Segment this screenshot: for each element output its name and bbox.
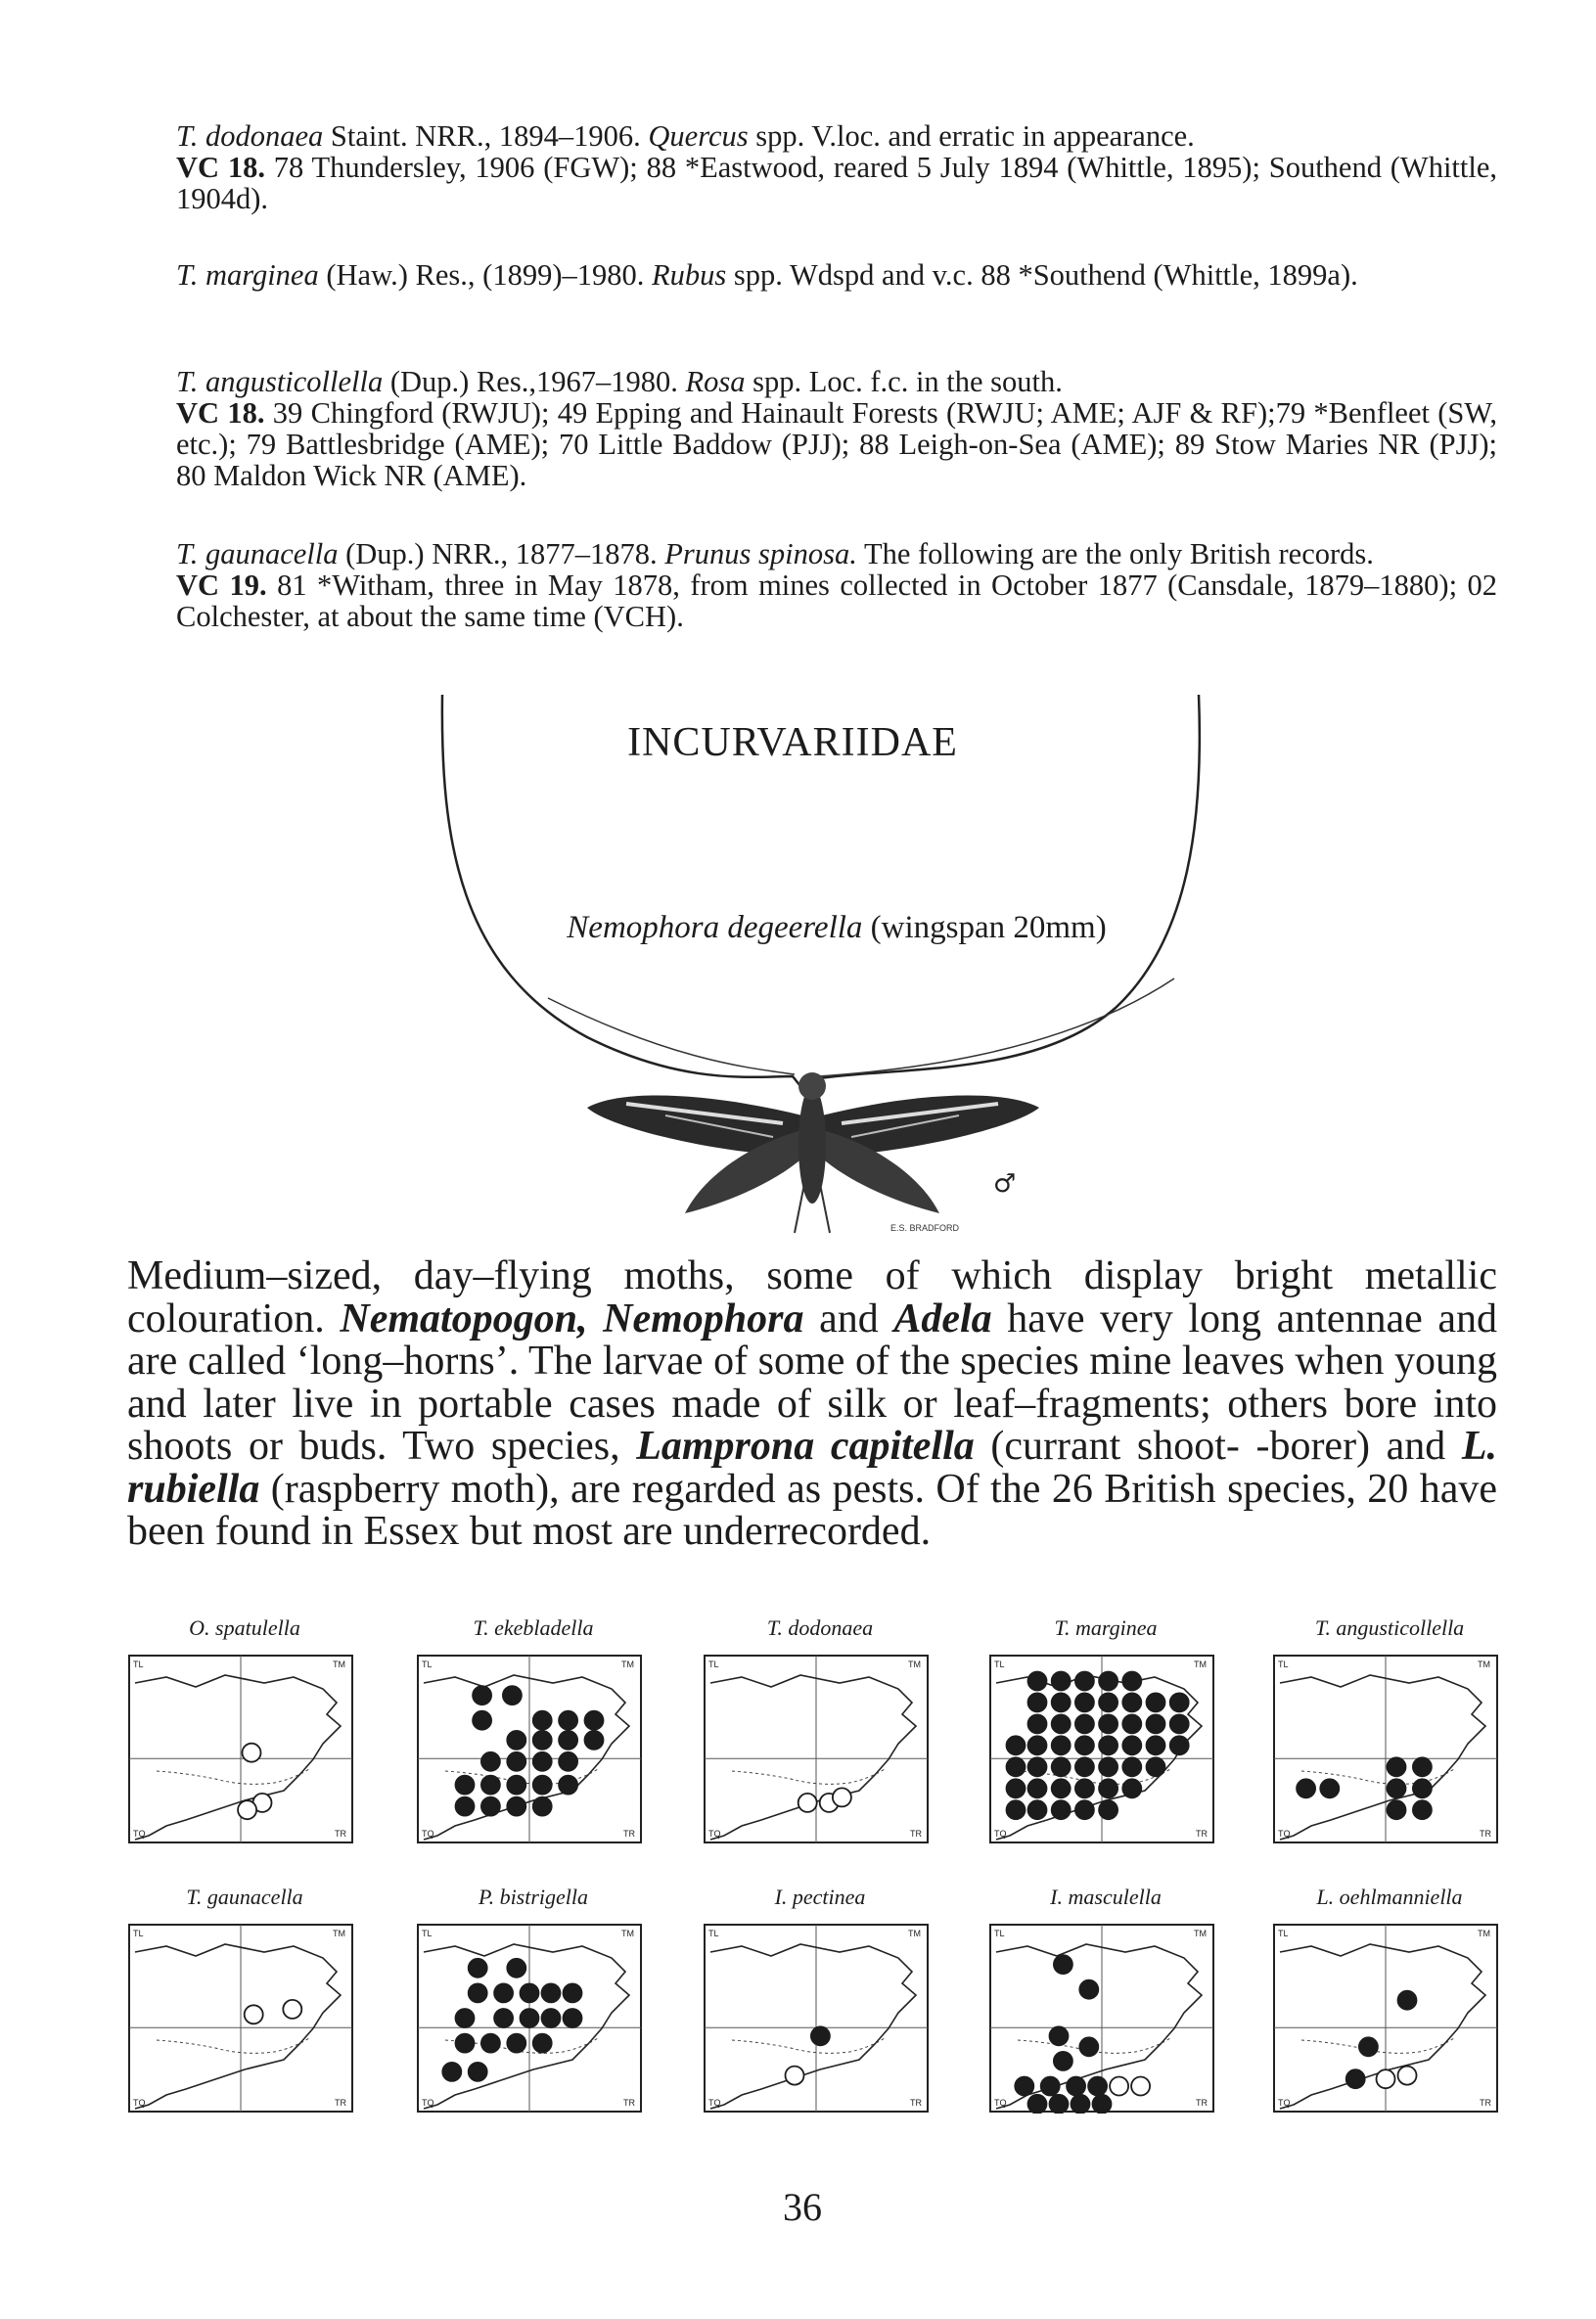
record-dot-recent: [507, 1731, 525, 1750]
county-outline: [710, 1944, 916, 2109]
status-detail: The following are the only British records.: [863, 537, 1374, 570]
record-dot-recent: [1007, 1736, 1026, 1754]
record-dot-old: [1377, 2069, 1395, 2088]
boundary-line: [157, 2038, 309, 2053]
record-dot-recent: [456, 2009, 475, 2027]
record-dot-recent: [1015, 2077, 1033, 2096]
record-dot-old: [1131, 2077, 1150, 2096]
distribution-map: [703, 1654, 930, 1844]
illustration-caption: [533, 910, 1140, 946]
record-dot-recent: [559, 1731, 577, 1750]
records-text: 39 Chingford (RWJU); 49 Epping and Hainault Forests (RWJU; AME; AJF & RF);79 *Benfleet (SW, etc.); 79 Battlesbridge (AME); 70 Little Baddow (PJJ); 88 Leigh-on-Sea (AME); 89 Stow Maries NR (PJJ); 80 Maldon Wick NR (AME).: [176, 396, 1497, 492]
page-number: 36: [783, 2185, 822, 2229]
grid-square-label: TL: [708, 1660, 719, 1669]
record-dot-recent: [507, 1752, 525, 1771]
record-dot-recent: [456, 2034, 475, 2053]
grid-square-label: TQ: [422, 1829, 434, 1839]
record-dot-recent: [456, 1797, 475, 1816]
record-dot-recent: [1054, 1955, 1072, 1974]
moth-head: [798, 1072, 826, 1100]
record-dot-recent: [469, 1983, 487, 2002]
grid-square-label: TR: [910, 2098, 922, 2108]
record-dot-recent: [1388, 1800, 1406, 1819]
record-dot-recent: [533, 1776, 552, 1795]
status-detail: spp. V.loc. and erratic in appearance.: [755, 119, 1195, 153]
record-dot-recent: [559, 1711, 577, 1730]
species-authority: Staint.: [330, 119, 408, 153]
vice-county-label: VC 18.: [176, 151, 265, 184]
record-dot-recent: [585, 1731, 604, 1750]
boundary-line: [157, 1769, 309, 1784]
record-dot-recent: [1052, 1800, 1071, 1819]
record-dot-recent: [1075, 1800, 1094, 1819]
record-dot-recent: [456, 1776, 475, 1795]
record-dot-recent: [1099, 1757, 1117, 1776]
record-dot-recent: [585, 1711, 604, 1730]
record-dot-recent: [1052, 1779, 1071, 1797]
record-dot-recent: [1028, 1757, 1047, 1776]
status-text: NRR., 1894–1906.: [415, 119, 641, 153]
map-panel: [988, 1614, 1223, 1844]
species-entry-angusticollella: [176, 366, 1497, 491]
record-dot-recent: [1075, 1714, 1094, 1733]
record-dot-recent: [1099, 1736, 1117, 1754]
record-dot-recent: [1122, 1757, 1141, 1776]
record-dot-recent: [811, 2026, 830, 2045]
record-dot-old: [283, 2000, 301, 2019]
record-dot-recent: [1050, 2026, 1069, 2045]
record-dot-recent: [1099, 1800, 1117, 1819]
record-dot-recent: [1054, 2052, 1072, 2070]
record-dot-recent: [1075, 1736, 1094, 1754]
record-dot-recent: [1072, 2095, 1090, 2114]
grid-square-label: TL: [422, 1660, 433, 1669]
record-dot-recent: [1346, 2069, 1365, 2088]
record-dot-recent: [1122, 1672, 1141, 1691]
distribution-map: [1272, 1654, 1499, 1844]
grid-square-label: TQ: [1278, 1829, 1291, 1839]
county-outline: [135, 1675, 341, 1840]
record-dot-old: [245, 2005, 263, 2023]
map-species-name: O. spatulella: [189, 1615, 300, 1640]
status-text: NRR., 1877–1878.: [432, 537, 658, 570]
species-authority: (Haw.): [326, 258, 408, 292]
record-dot-recent: [1413, 1757, 1432, 1776]
caption-wingspan: (wingspan 20mm): [870, 910, 1107, 945]
map-panel: [703, 1614, 937, 1844]
grid-square-label: TL: [133, 1929, 144, 1938]
record-dot-recent: [1079, 1980, 1098, 1999]
species-name: L. rubiella: [127, 1424, 1498, 1512]
grid-square-label: TQ: [708, 1829, 721, 1839]
record-dot-recent: [1028, 1800, 1047, 1819]
boundary-line: [732, 1769, 885, 1784]
status-detail: spp. Loc. f.c. in the south.: [752, 365, 1063, 398]
species-name: T. marginea: [176, 258, 319, 292]
record-dot-recent: [1093, 2095, 1112, 2114]
distribution-map: [416, 1654, 643, 1844]
map-panel: [1272, 1614, 1507, 1844]
record-dot-recent: [1122, 1693, 1141, 1711]
species-name: T. gaunacella: [176, 537, 339, 570]
map-panel: [416, 1614, 651, 1844]
species-authority: (Dup.): [345, 537, 425, 570]
caption-species: Nemophora degeerella: [567, 910, 863, 945]
record-dot-recent: [1099, 1714, 1117, 1733]
map-panel: [1272, 1884, 1507, 2114]
record-dot-recent: [1075, 1672, 1094, 1691]
grid-square-label: TR: [910, 1829, 922, 1839]
map-panel: [703, 1884, 937, 2114]
genus-name: Nemophora: [603, 1296, 804, 1341]
record-dot-recent: [1147, 1714, 1165, 1733]
record-dot-recent: [507, 1776, 525, 1795]
grid-square-label: TQ: [994, 1829, 1007, 1839]
artist-signature: E.S. BRADFORD: [890, 1223, 960, 1233]
record-dot-recent: [481, 2034, 500, 2053]
grid-square-label: TM: [621, 1929, 634, 1938]
intro-text: (raspberry moth), are regarded as pests. Of the 26 British species, 20 have been found in Essex but most are underrecorded.: [127, 1466, 1497, 1554]
moth-illustration: [431, 685, 1233, 1252]
intro-text: have very long antennae and are called ‘long–horns’. The larvae of some of the species mine leaves when young and later live in portable cases made of silk or leaf–fragments; others bore into shoots or buds. Two species,: [127, 1296, 1498, 1469]
grid-square-label: TM: [1194, 1660, 1207, 1669]
record-dot-recent: [1413, 1800, 1432, 1819]
grid-square-label: TR: [623, 1829, 635, 1839]
distribution-map: [1272, 1923, 1499, 2114]
grid-square-label: TL: [133, 1660, 144, 1669]
record-dot-recent: [1359, 2037, 1378, 2056]
record-dot-recent: [507, 1797, 525, 1816]
foodplant: Prunus spinosa.: [664, 537, 857, 570]
record-dot-recent: [469, 1959, 487, 1978]
record-dot-recent: [1297, 1779, 1315, 1797]
left-wing: [587, 1096, 804, 1213]
record-dot-old: [786, 2067, 804, 2085]
grid-square-label: TR: [335, 2098, 346, 2108]
record-dot-recent: [1028, 1714, 1047, 1733]
map-species-name: T. ekebladella: [473, 1615, 594, 1640]
map-species-name: I. masculella: [1050, 1885, 1162, 1909]
map-species-name: P. bistrigella: [478, 1885, 589, 1909]
grid-square-label: TQ: [708, 2098, 721, 2108]
record-dot-recent: [1028, 1736, 1047, 1754]
record-dot-old: [833, 1788, 851, 1806]
record-dot-recent: [1170, 1714, 1189, 1733]
records-text: 81 *Witham, three in May 1878, from mines collected in October 1877 (Cansdale, 1879–1880); 02 Colchester, at about the same time (VCH).: [176, 568, 1497, 633]
species-entry-marginea: [176, 259, 1497, 291]
record-dot-recent: [533, 1752, 552, 1771]
grid-square-label: TR: [1480, 2098, 1491, 2108]
intro-text: (currant shoot- -borer) and: [990, 1424, 1446, 1469]
record-dot-recent: [1122, 1736, 1141, 1754]
family-introduction: [127, 1255, 1497, 1554]
genus-name: Nematopogon,: [340, 1296, 588, 1341]
grid-square-label: TM: [333, 1929, 345, 1938]
grid-square-label: TL: [994, 1660, 1005, 1669]
records-text: 78 Thundersley, 1906 (FGW); 88 *Eastwood, reared 5 July 1894 (Whittle, 1895); Southend (Whittle, 1904d).: [176, 151, 1498, 215]
record-dot-recent: [507, 2034, 525, 2053]
record-dot-recent: [494, 2009, 513, 2027]
grid-square-label: TR: [1196, 2098, 1208, 2108]
map-panel: [127, 1614, 362, 1844]
map-species-name: I. pectinea: [774, 1885, 866, 1909]
record-dot-recent: [494, 1983, 513, 2002]
record-dot-recent: [1122, 1714, 1141, 1733]
record-dot-old: [1110, 2077, 1128, 2096]
record-dot-recent: [1147, 1693, 1165, 1711]
grid-square-label: TQ: [1278, 2098, 1291, 2108]
record-dot-recent: [1147, 1736, 1165, 1754]
record-dot-recent: [1052, 1672, 1071, 1691]
record-dot-recent: [1052, 1693, 1071, 1711]
record-dot-recent: [533, 1797, 552, 1816]
record-dot-recent: [1028, 2095, 1047, 2114]
map-panel: [416, 1884, 651, 2114]
grid-square-label: TQ: [994, 2098, 1007, 2108]
record-dot-recent: [1320, 1779, 1339, 1797]
record-dot-recent: [473, 1686, 491, 1705]
record-dot-recent: [442, 2063, 461, 2081]
status-detail: spp. Wdspd and v.c. 88 *Southend (Whittle, 1899a).: [733, 258, 1358, 292]
record-dot-recent: [1052, 1714, 1071, 1733]
species-name: Lamprona capitella: [636, 1424, 975, 1469]
grid-square-label: TL: [994, 1929, 1005, 1938]
record-dot-recent: [533, 2034, 552, 2053]
record-dot-recent: [1088, 2077, 1107, 2096]
grid-square-label: TM: [1478, 1929, 1490, 1938]
grid-square-label: TL: [708, 1929, 719, 1938]
distribution-map: [416, 1923, 643, 2114]
grid-square-label: TQ: [422, 2098, 434, 2108]
vice-county-label: VC 18.: [176, 396, 265, 430]
map-species-name: L. oehlmanniella: [1316, 1885, 1463, 1909]
moth-body: [798, 1086, 826, 1204]
county-outline: [424, 1675, 629, 1840]
species-name: T. dodonaea: [176, 119, 324, 153]
record-dot-recent: [503, 1686, 522, 1705]
grid-square-label: TL: [422, 1929, 433, 1938]
map-panel: [127, 1884, 362, 2114]
record-dot-recent: [1388, 1757, 1406, 1776]
boundary-line: [732, 2038, 885, 2053]
record-dot-recent: [1067, 2077, 1085, 2096]
record-dot-old: [1398, 2067, 1417, 2085]
distribution-map: [127, 1923, 354, 2114]
record-dot-recent: [1170, 1736, 1189, 1754]
record-dot-recent: [1041, 2077, 1060, 2096]
map-species-name: T. gaunacella: [186, 1885, 303, 1909]
record-dot-recent: [1398, 1991, 1417, 2010]
record-dot-recent: [521, 1983, 539, 2002]
record-dot-recent: [1388, 1779, 1406, 1797]
intro-text: Medium–sized, day–flying moths, some of which display bright metallic colouration.: [127, 1253, 1497, 1341]
record-dot-recent: [1050, 2095, 1069, 2114]
intro-text: and: [819, 1296, 879, 1341]
record-dot-recent: [1007, 1800, 1026, 1819]
record-dot-recent: [542, 2009, 561, 2027]
record-dot-old: [798, 1794, 817, 1812]
record-dot-recent: [473, 1711, 491, 1730]
record-dot-recent: [1007, 1757, 1026, 1776]
grid-square-label: TQ: [133, 2098, 146, 2108]
grid-square-label: TM: [908, 1660, 921, 1669]
record-dot-recent: [481, 1752, 500, 1771]
distribution-map: [988, 1654, 1215, 1844]
record-dot-recent: [481, 1776, 500, 1795]
grid-square-label: TR: [623, 2098, 635, 2108]
record-dot-recent: [1099, 1693, 1117, 1711]
grid-square-label: TL: [1278, 1660, 1289, 1669]
foodplant: Rubus: [652, 258, 727, 292]
foodplant: Rosa: [685, 365, 746, 398]
status-text: Res., (1899)–1980.: [415, 258, 645, 292]
record-dot-recent: [521, 2009, 539, 2027]
record-dot-recent: [1052, 1736, 1071, 1754]
species-entry-gaunacella: [176, 538, 1497, 632]
record-dot-recent: [1413, 1779, 1432, 1797]
grid-square-label: TR: [1480, 1829, 1491, 1839]
distribution-map: [988, 1923, 1215, 2114]
record-dot-recent: [481, 1797, 500, 1816]
record-dot-recent: [1170, 1693, 1189, 1711]
grid-square-label: TM: [908, 1929, 921, 1938]
grid-square-label: TM: [1194, 1929, 1207, 1938]
record-dot-recent: [1075, 1779, 1094, 1797]
record-dot-old: [238, 1800, 256, 1819]
status-text: Res.,1967–1980.: [476, 365, 678, 398]
record-dot-recent: [559, 1752, 577, 1771]
species-authority: (Dup.): [389, 365, 470, 398]
record-dot-recent: [1075, 1693, 1094, 1711]
record-dot-recent: [1075, 1757, 1094, 1776]
record-dot-recent: [1147, 1757, 1165, 1776]
record-dot-recent: [1099, 1779, 1117, 1797]
map-panel: [988, 1884, 1223, 2114]
record-dot-recent: [1028, 1779, 1047, 1797]
species-name: T. angusticollella: [176, 365, 384, 398]
map-species-name: T. angusticollella: [1314, 1615, 1465, 1640]
record-dot-recent: [507, 1959, 525, 1978]
sex-symbol: ♂: [993, 1169, 1017, 1199]
record-dot-recent: [542, 1983, 561, 2002]
record-dot-recent: [564, 2009, 582, 2027]
record-dot-recent: [1099, 1672, 1117, 1691]
record-dot-recent: [559, 1776, 577, 1795]
distribution-map: [127, 1654, 354, 1844]
grid-square-label: TM: [1478, 1660, 1490, 1669]
record-dot-recent: [1079, 2037, 1098, 2056]
species-entry-dodonaea: [176, 120, 1497, 214]
record-dot-recent: [469, 2063, 487, 2081]
distribution-map: [703, 1923, 930, 2114]
record-dot-recent: [1028, 1672, 1047, 1691]
map-species-name: T. marginea: [1054, 1615, 1158, 1640]
grid-square-label: TL: [1278, 1929, 1289, 1938]
grid-square-label: TM: [333, 1660, 345, 1669]
record-dot-recent: [533, 1711, 552, 1730]
genus-name: Adela: [893, 1296, 992, 1341]
vice-county-label: VC 19.: [176, 568, 267, 602]
family-title: INCURVARIIDAE: [627, 720, 958, 765]
record-dot-recent: [564, 1983, 582, 2002]
county-outline: [135, 1944, 341, 2109]
grid-square-label: TR: [1196, 1829, 1208, 1839]
grid-square-label: TR: [335, 1829, 346, 1839]
grid-square-label: TQ: [133, 1829, 146, 1839]
county-outline: [710, 1675, 916, 1840]
record-dot-recent: [1052, 1757, 1071, 1776]
foodplant: Quercus: [648, 119, 749, 153]
record-dot-recent: [1122, 1779, 1141, 1797]
county-outline: [1280, 1675, 1485, 1840]
record-dot-old: [243, 1744, 261, 1762]
map-species-name: T. dodonaea: [766, 1615, 874, 1640]
record-dot-recent: [533, 1731, 552, 1750]
record-dot-recent: [1028, 1693, 1047, 1711]
record-dot-recent: [1007, 1779, 1026, 1797]
grid-square-label: TM: [621, 1660, 634, 1669]
